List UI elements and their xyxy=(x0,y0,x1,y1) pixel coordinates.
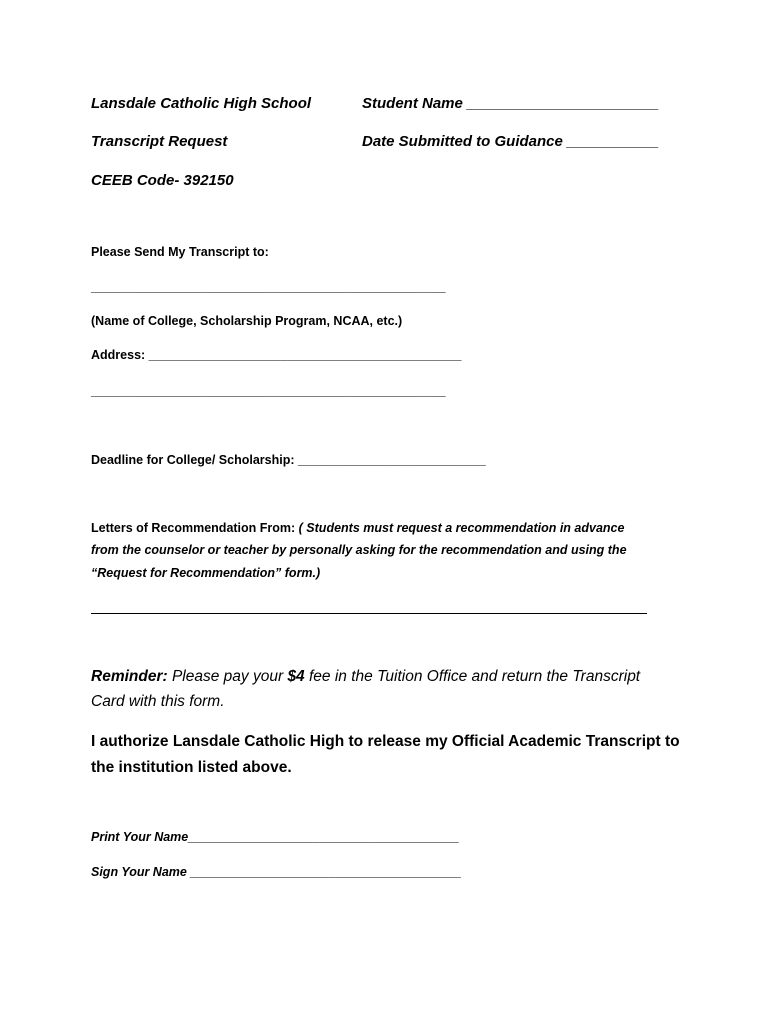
recipient-line[interactable]: ___________________________________________________ xyxy=(91,280,446,294)
authorization-line-1: I authorize Lansdale Catholic High to release my Official Academic Transcript to xyxy=(91,733,680,750)
recommendation-note-3: “Request for Recommendation” form.) xyxy=(91,566,321,580)
recommendation-input-line[interactable] xyxy=(91,613,647,614)
reminder-text-1: Please pay your xyxy=(171,668,284,685)
reminder-text-2: fee in the Tuition Office and return the Transcript xyxy=(309,668,641,685)
student-name-field[interactable]: Student Name _______________________ xyxy=(362,95,659,112)
reminder-line-2: Card with this form. xyxy=(91,693,225,710)
deadline-field[interactable]: Deadline for College/ Scholarship: ___________________________ xyxy=(91,453,486,467)
recommendation-note-1: ( Students must request a recommendation in advance xyxy=(298,521,625,535)
authorization-line-2: the institution listed above. xyxy=(91,759,292,776)
recommendation-note-2: from the counselor or teacher by personally asking for the recommendation and using the xyxy=(91,543,627,557)
ceeb-code: CEEB Code- 392150 xyxy=(91,172,234,189)
date-submitted-field[interactable]: Date Submitted to Guidance ___________ xyxy=(362,133,659,150)
reminder-prefix: Reminder: xyxy=(91,668,168,685)
reminder-line-1 xyxy=(91,668,640,686)
address-line-2[interactable]: ___________________________________________________ xyxy=(91,384,446,398)
form-title: Transcript Request xyxy=(91,133,228,150)
address-field[interactable]: Address: _____________________________________________ xyxy=(91,348,462,362)
print-name-field[interactable]: Print Your Name_______________________________________ xyxy=(91,830,460,844)
recipient-hint: (Name of College, Scholarship Program, NCAA, etc.) xyxy=(91,314,403,328)
send-transcript-label: Please Send My Transcript to: xyxy=(91,245,269,259)
reminder-fee: $4 xyxy=(287,668,305,685)
sign-name-field[interactable]: Sign Your Name _______________________________________ xyxy=(91,865,462,879)
recommendation-label: Letters of Recommendation From: xyxy=(91,521,296,535)
recommendation-heading xyxy=(91,521,624,535)
school-name: Lansdale Catholic High School xyxy=(91,95,312,112)
